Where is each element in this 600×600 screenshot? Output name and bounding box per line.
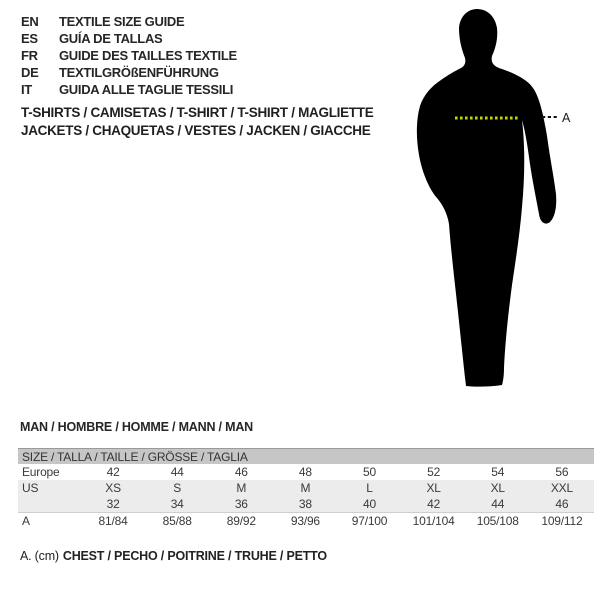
language-code: IT (21, 82, 32, 97)
table-cell: 38 (298, 497, 312, 511)
language-code: FR (21, 48, 38, 63)
table-cell: 46 (234, 465, 248, 479)
table-row-us (18, 480, 594, 496)
table-row-chest-a (18, 513, 594, 530)
table-cell: XXL (550, 481, 573, 495)
table-cell: 81/84 (81, 513, 145, 530)
language-label: GUIDE DES TAILLES TEXTILE (59, 48, 237, 63)
table-cell: 32 (106, 497, 120, 511)
measure-label-a: A (562, 111, 571, 125)
table-cell: 93/96 (273, 513, 337, 530)
table-cell: 54 (491, 465, 505, 479)
table-cell: 101/104 (402, 513, 466, 530)
row-label: Europe (22, 465, 60, 479)
table-cell: 52 (427, 465, 441, 479)
language-label: TEXTILE SIZE GUIDE (59, 14, 185, 29)
product-line-tshirts: T-SHIRTS / CAMISETAS / T-SHIRT / T-SHIRT / MAGLIETTE (21, 105, 374, 120)
table-cell: 34 (170, 497, 184, 511)
table-cell: XL (490, 481, 505, 495)
table-cell: 36 (234, 497, 248, 511)
table-cell: L (366, 481, 373, 495)
table-row-europe (18, 464, 594, 480)
language-code: EN (21, 14, 39, 29)
language-code: ES (21, 31, 38, 46)
footnote-text: CHEST / PECHO / POITRINE / TRUHE / PETTO (62, 549, 327, 563)
row-label: A (18, 513, 81, 530)
table-cell: 109/112 (530, 513, 594, 530)
table-header: SIZE / TALLA / TAILLE / GRÖSSE / TAGLIA (18, 449, 594, 465)
language-label: GUÍA DE TALLAS (59, 31, 163, 46)
table-cell: 44 (170, 465, 184, 479)
table-cell: 85/88 (145, 513, 209, 530)
table-cell: 89/92 (209, 513, 273, 530)
size-table (18, 448, 594, 529)
table-cell: M (236, 481, 247, 495)
table-header-row (18, 449, 594, 465)
product-line-jackets: JACKETS / CHAQUETAS / VESTES / JACKEN / GIACCHE (21, 123, 371, 138)
language-code: DE (21, 65, 39, 80)
table-cell: 105/108 (466, 513, 530, 530)
table-cell: 42 (427, 497, 441, 511)
table-cell: S (173, 481, 182, 495)
table-cell: 40 (363, 497, 376, 511)
table-cell: 42 (106, 465, 120, 479)
table-cell: M (300, 481, 311, 495)
table-row-us-numeric (18, 496, 594, 513)
language-label: GUIDA ALLE TAGLIE TESSILI (59, 82, 234, 97)
table-cell: XL (426, 481, 441, 495)
table-cell: 46 (555, 497, 569, 511)
table-cell: 56 (555, 465, 569, 479)
footnote-prefix: A. (cm) (20, 549, 59, 563)
table-cell: 97/100 (337, 513, 401, 530)
section-heading-man: MAN / HOMBRE / HOMME / MANN / MAN (20, 420, 253, 434)
language-label: TEXTILGRÖßENFÜHRUNG (59, 65, 219, 80)
row-label: US (22, 481, 39, 495)
row-label (18, 496, 81, 513)
measurement-footnote (20, 549, 327, 563)
table-cell: 48 (298, 465, 312, 479)
table-cell: 44 (491, 497, 505, 511)
man-silhouette (417, 9, 556, 387)
table-cell: XS (105, 481, 121, 495)
table-cell: 50 (363, 465, 376, 479)
